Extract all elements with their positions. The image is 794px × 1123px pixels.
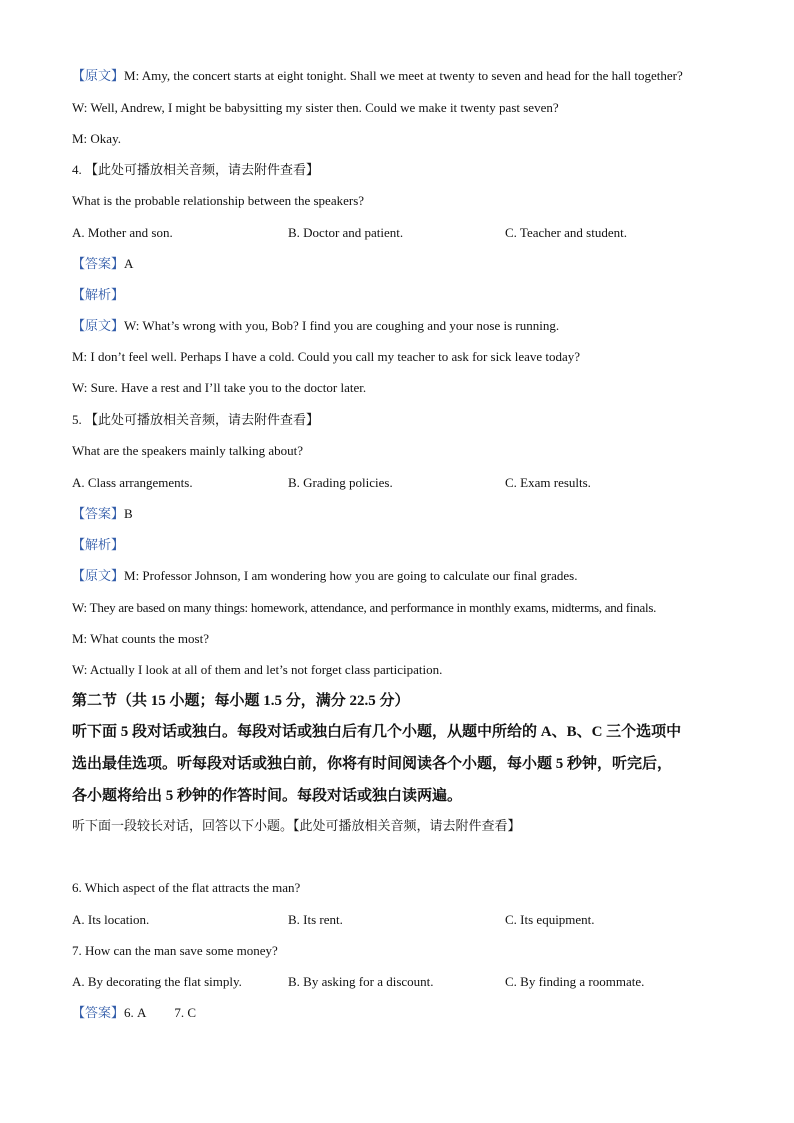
- answer-tag: 【答案】: [72, 506, 125, 521]
- q4-option-b: B. Doctor and patient.: [288, 225, 404, 240]
- q4-transcript-line-2: M: I don’t feel well. Perhaps I have a cold. Could you call my teacher to ask for sick leave today?: [72, 349, 581, 364]
- q5-header: 5. 【此处可播放相关音频，请去附件查看】: [72, 412, 320, 427]
- q4-header: 4. 【此处可播放相关音频，请去附件查看】: [72, 162, 320, 177]
- long-dialog-intro: 听下面一段较长对话，回答以下小题。【此处可播放相关音频，请去附件查看】: [72, 818, 521, 833]
- answers-6-7: 【答案】6. A 7. C: [72, 1005, 197, 1020]
- audio-note: 【此处可播放相关音频，请去附件查看】: [85, 162, 320, 177]
- section-2-instruction-line-1: 听下面 5 段对话或独白。每段对话或独白后有几个小题，从题中所给的 A、B、C 三个选项中: [72, 724, 682, 740]
- section-2-instruction-line-3: 各小题将给出 5 秒钟的作答时间。每段对话或独白读两遍。: [72, 788, 463, 804]
- q6-option-a: A. Its location.: [72, 912, 150, 927]
- audio-note: 【此处可播放相关音频，请去附件查看】: [85, 412, 320, 427]
- q5-transcript-line-4: W: Actually I look at all of them and let’s not forget class participation.: [72, 662, 443, 677]
- q4-answer: 【答案】A: [72, 256, 134, 271]
- q7-question: 7. How can the man save some money?: [72, 943, 278, 958]
- q5-option-a: A. Class arrangements.: [72, 475, 193, 490]
- q6-option-c: C. Its equipment.: [505, 912, 595, 927]
- transcript-tag: 【原文】: [72, 68, 125, 83]
- section-2-heading: 第二节（共 15 小题；每小题 1.5 分，满分 22.5 分）: [72, 693, 410, 709]
- q4-question: What is the probable relationship between the speakers?: [72, 193, 365, 208]
- q5-analysis-tag: 【解析】: [72, 537, 125, 552]
- q4-transcript-line-1: 【原文】W: What’s wrong with you, Bob? I find you are coughing and your nose is running.: [72, 318, 560, 333]
- q5-transcript-line-2: W: They are based on many things: homework, attendance, and performance in monthly exams, midterms, and finals.: [72, 600, 657, 615]
- q3-transcript-line-2: W: Well, Andrew, I might be babysitting my sister then. Could we make it twenty past seven?: [72, 100, 559, 115]
- q5-transcript-line-1: 【原文】M: Professor Johnson, I am wondering how you are going to calculate our final grades.: [72, 568, 578, 583]
- transcript-tag: 【原文】: [72, 318, 125, 333]
- q4-analysis-tag: 【解析】: [72, 287, 125, 302]
- answer-tag: 【答案】: [72, 1005, 125, 1020]
- q5-transcript-line-3: M: What counts the most?: [72, 631, 209, 646]
- q4-option-a: A. Mother and son.: [72, 225, 173, 240]
- q4-transcript-line-3: W: Sure. Have a rest and I’ll take you to the doctor later.: [72, 380, 367, 395]
- q7-option-c: C. By finding a roommate.: [505, 974, 645, 989]
- section-2-instruction-line-2: 选出最佳选项。听每段对话或独白前，你将有时间阅读各个小题，每小题 5 秒钟，听完后，: [72, 756, 673, 772]
- q6-option-b: B. Its rent.: [288, 912, 343, 927]
- q7-option-b: B. By asking for a discount.: [288, 974, 434, 989]
- q5-question: What are the speakers mainly talking about?: [72, 443, 304, 458]
- q5-option-b: B. Grading policies.: [288, 475, 393, 490]
- answer-tag: 【答案】: [72, 256, 125, 271]
- q5-answer: 【答案】B: [72, 506, 133, 521]
- q3-transcript-line-1: 【原文】M: Amy, the concert starts at eight tonight. Shall we meet at twenty to seven and head for the hall together?: [72, 68, 683, 83]
- q7-option-a: A. By decorating the flat simply.: [72, 974, 242, 989]
- q3-transcript-line-3: M: Okay.: [72, 131, 121, 146]
- q6-question: 6. Which aspect of the flat attracts the man?: [72, 880, 301, 895]
- q4-option-c: C. Teacher and student.: [505, 225, 627, 240]
- q5-option-c: C. Exam results.: [505, 475, 591, 490]
- transcript-tag: 【原文】: [72, 568, 125, 583]
